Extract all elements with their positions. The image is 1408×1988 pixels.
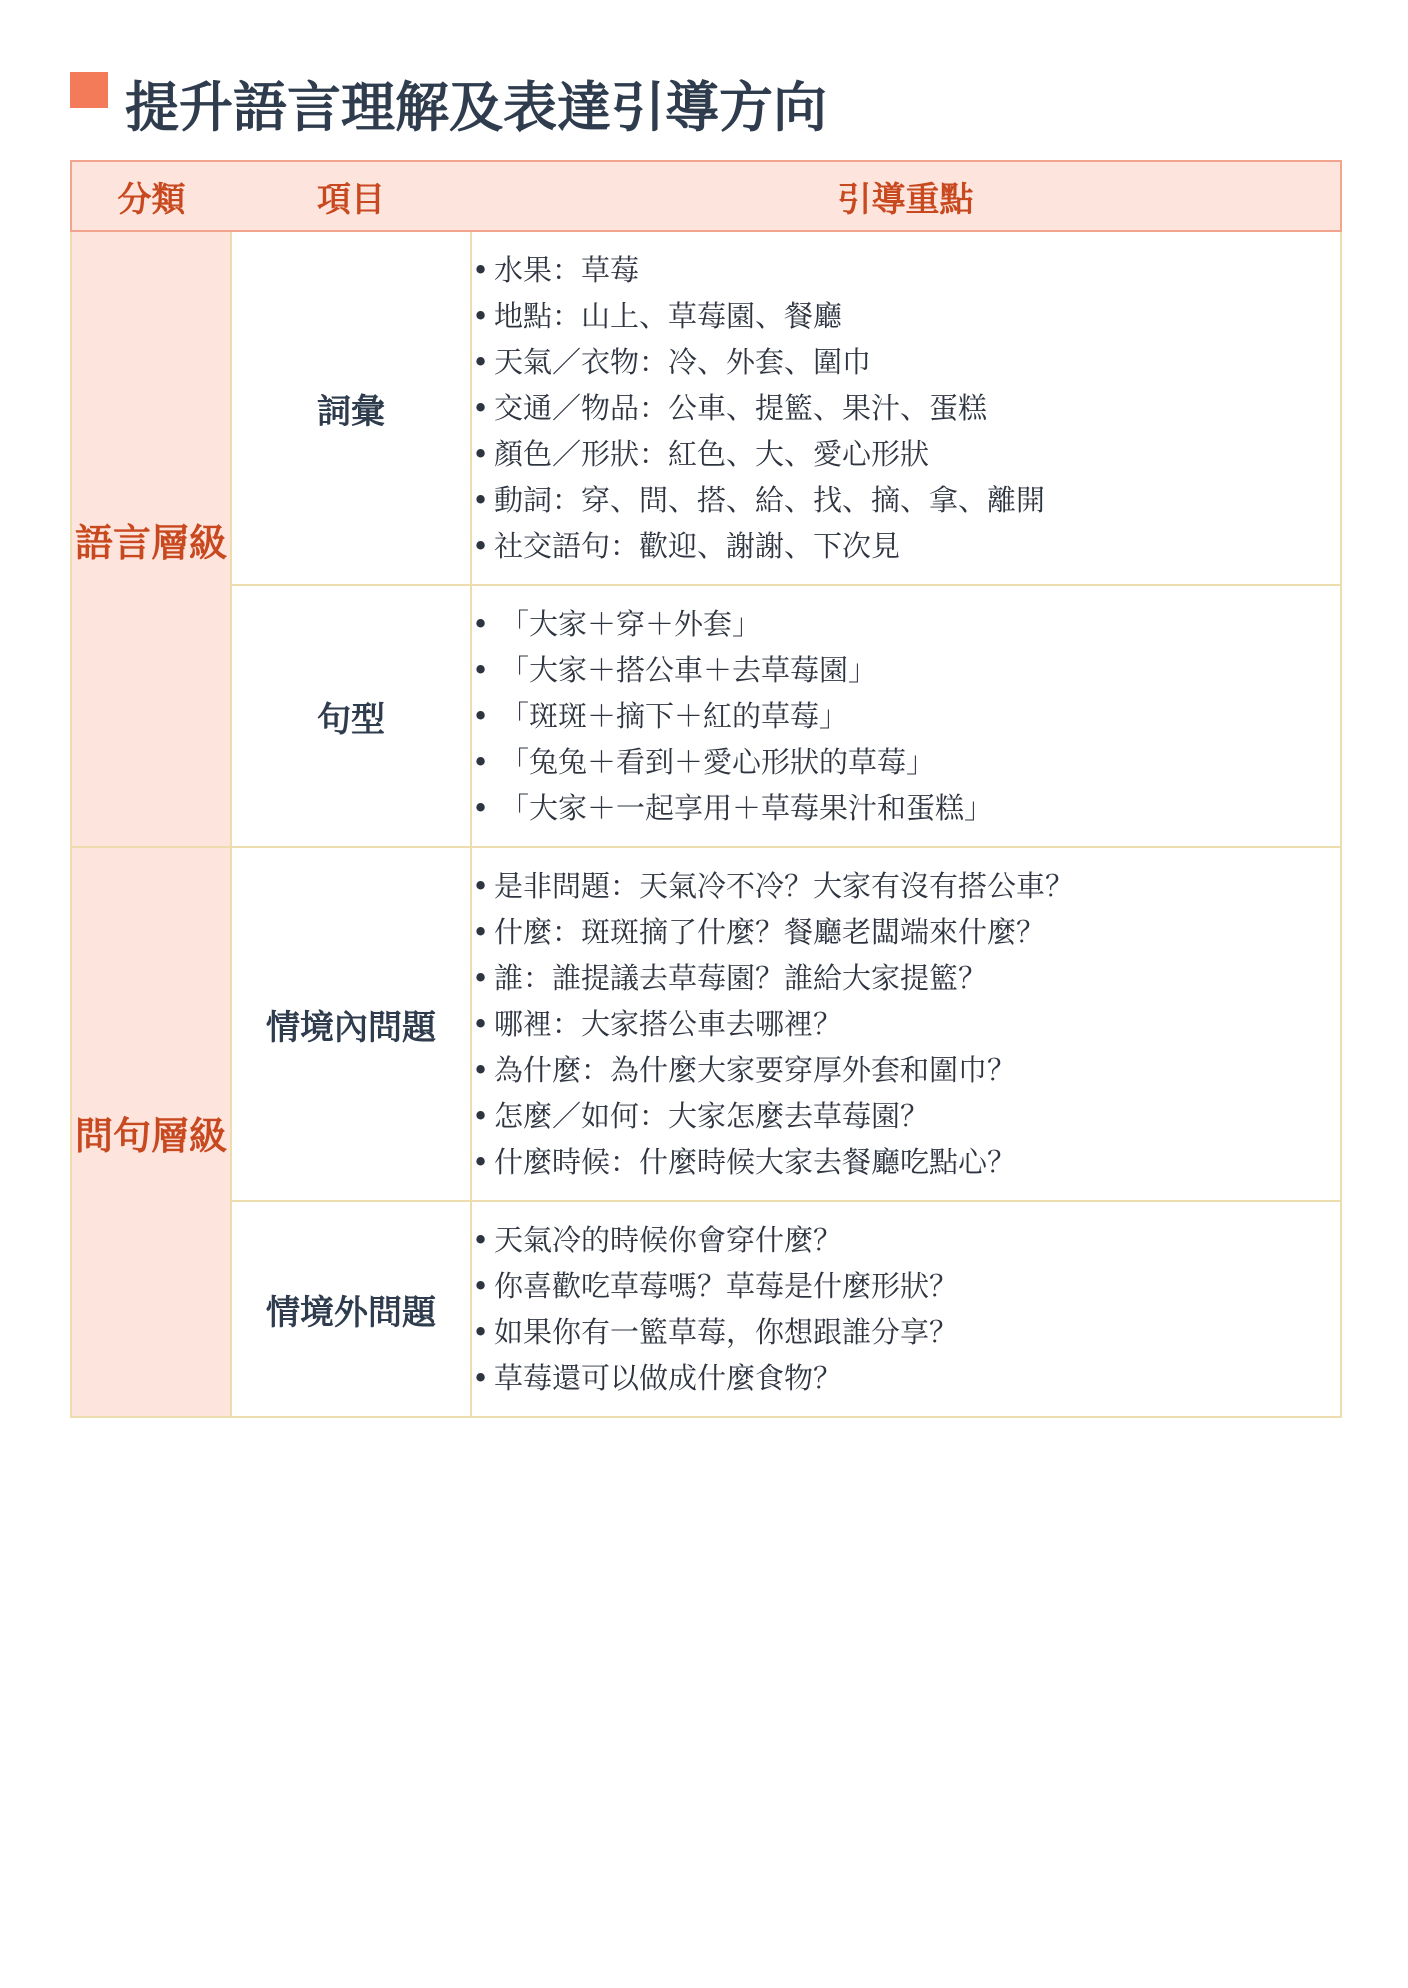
points-sentence-pattern (471, 585, 1341, 847)
bullet-marker: • (472, 1269, 490, 1303)
point-text: 誰：誰提議去草莓園？誰給大家提籃？ (494, 961, 988, 995)
list-item (472, 785, 1340, 831)
bullet-marker: • (472, 1099, 490, 1133)
header-category: 分類 (71, 161, 231, 231)
bullet-marker: • (472, 1223, 490, 1257)
point-text: 水果：草莓 (494, 253, 640, 287)
point-text: 什麼時候：什麼時候大家去餐廳吃點心？ (494, 1145, 1017, 1179)
list-item (472, 1139, 1340, 1185)
bullet-marker: • (472, 1145, 490, 1179)
bullet-marker: • (472, 437, 490, 471)
point-text: 怎麼／如何：大家怎麼去草莓園？ (494, 1099, 930, 1133)
table-row (71, 847, 1341, 1201)
bullet-marker: • (472, 529, 490, 563)
point-text: 「大家＋一起享用＋草莓果汁和蛋糕」 (500, 791, 994, 825)
guidance-table (70, 160, 1342, 1418)
list-item (472, 431, 1340, 477)
point-text: 是非問題：天氣冷不冷？大家有沒有搭公車？ (494, 869, 1075, 903)
bullet-marker: • (472, 745, 490, 779)
bullet-marker: • (472, 299, 490, 333)
list-item (472, 1093, 1340, 1139)
point-text: 「大家＋搭公車＋去草莓園」 (500, 653, 878, 687)
list-item (472, 909, 1340, 955)
list-item (472, 1047, 1340, 1093)
list-item (472, 523, 1340, 569)
list-item (472, 739, 1340, 785)
points-out-of-context-questions (471, 1201, 1341, 1417)
points-vocabulary (471, 231, 1341, 585)
list-item (472, 1309, 1340, 1355)
list-item (472, 477, 1340, 523)
bullet-marker: • (472, 653, 490, 687)
bullet-marker: • (472, 1315, 490, 1349)
point-text: 交通／物品：公車、提籃、果汁、蛋糕 (494, 391, 988, 425)
title-accent-square (70, 72, 108, 108)
points-in-context-questions (471, 847, 1341, 1201)
bullet-marker: • (472, 699, 490, 733)
point-text: 「斑斑＋摘下＋紅的草莓」 (500, 699, 849, 733)
header-item: 項目 (231, 161, 471, 231)
list-item (472, 385, 1340, 431)
list-item (472, 247, 1340, 293)
point-text: 地點：山上、草莓園、餐廳 (494, 299, 843, 333)
item-in-context-questions: 情境內問題 (231, 847, 471, 1201)
list-item (472, 1001, 1340, 1047)
bullet-marker: • (472, 791, 490, 825)
bullet-marker: • (472, 915, 490, 949)
list-item (472, 1355, 1340, 1401)
bullet-marker: • (472, 869, 490, 903)
page-header (70, 68, 1340, 148)
category-language-level: 語言層級 (71, 231, 231, 847)
bullet-marker: • (472, 483, 490, 517)
category-question-level: 問句層級 (71, 847, 231, 1417)
point-text: 「大家＋穿＋外套」 (500, 607, 762, 641)
table-row (71, 1201, 1341, 1417)
item-vocabulary: 詞彙 (231, 231, 471, 585)
item-out-of-context-questions: 情境外問題 (231, 1201, 471, 1417)
bullet-marker: • (472, 391, 490, 425)
bullet-marker: • (472, 961, 490, 995)
point-text: 如果你有一籃草莓，你想跟誰分享？ (494, 1315, 959, 1349)
list-item (472, 601, 1340, 647)
list-item (472, 1217, 1340, 1263)
table-row (71, 585, 1341, 847)
list-item (472, 693, 1340, 739)
bullet-marker: • (472, 607, 490, 641)
item-sentence-pattern: 句型 (231, 585, 471, 847)
point-text: 你喜歡吃草莓嗎？草莓是什麼形狀？ (494, 1269, 959, 1303)
table-row (71, 231, 1341, 585)
point-text: 天氣冷的時候你會穿什麼？ (494, 1223, 843, 1257)
table-header-row (71, 161, 1341, 231)
list-item (472, 339, 1340, 385)
point-text: 草莓還可以做成什麼食物？ (494, 1361, 843, 1395)
bullet-marker: • (472, 1007, 490, 1041)
list-item (472, 955, 1340, 1001)
bullet-marker: • (472, 345, 490, 379)
point-text: 什麼：斑斑摘了什麼？餐廳老闆端來什麼？ (494, 915, 1046, 949)
list-item (472, 863, 1340, 909)
point-text: 動詞：穿、問、搭、給、找、摘、拿、離開 (494, 483, 1046, 517)
point-text: 顏色／形狀：紅色、大、愛心形狀 (494, 437, 930, 471)
point-text: 天氣／衣物：冷、外套、圍巾 (494, 345, 872, 379)
bullet-marker: • (472, 1361, 490, 1395)
point-text: 為什麼：為什麼大家要穿厚外套和圍巾？ (494, 1053, 1017, 1087)
header-focus: 引導重點 (471, 161, 1341, 231)
bullet-marker: • (472, 1053, 490, 1087)
page-title: 提升語言理解及表達引導方向 (125, 76, 827, 139)
point-text: 社交語句：歡迎、謝謝、下次見 (494, 529, 901, 563)
bullet-marker: • (472, 253, 490, 287)
list-item (472, 293, 1340, 339)
list-item (472, 647, 1340, 693)
point-text: 「兔兔＋看到＋愛心形狀的草莓」 (500, 745, 936, 779)
point-text: 哪裡：大家搭公車去哪裡？ (494, 1007, 843, 1041)
list-item (472, 1263, 1340, 1309)
